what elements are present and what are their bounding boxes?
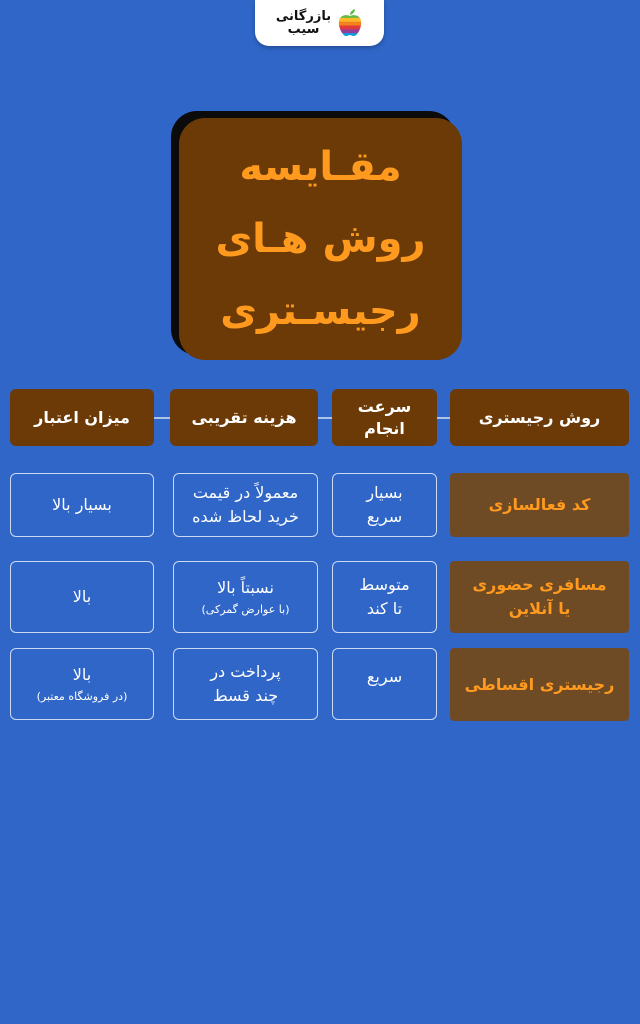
brand-logo <box>255 0 384 46</box>
header-method-label: روش رجیستری <box>478 407 601 427</box>
row-method-activation-code <box>450 473 629 537</box>
row2-reliability-value: بالا <box>72 587 92 606</box>
header-speed-line2: انجام <box>364 418 405 438</box>
header-cost-label: هزینه تقریبی <box>191 407 297 427</box>
row-method-installment <box>450 648 629 721</box>
apple-logo-stripe <box>337 14 363 18</box>
apple-logo-stripe <box>337 33 363 37</box>
row3-cost-line2: چند قسط <box>212 686 279 705</box>
row3-method-label: رجیستری اقساطی <box>464 674 615 694</box>
row2-reliability <box>10 561 154 633</box>
row3-reliability <box>10 648 154 720</box>
row2-cost <box>173 561 318 633</box>
title-box <box>179 118 462 360</box>
header-method <box>450 389 629 446</box>
row1-speed-line2: سریع <box>366 507 403 526</box>
row1-speed-line1: بسیار <box>366 483 403 502</box>
brand-name-line2: سیب <box>287 22 320 37</box>
header-speed-line1: سرعت <box>357 396 412 416</box>
title-line-2: روش هـای <box>215 216 426 262</box>
brand-name-line1: بازرگانی <box>275 9 332 24</box>
row2-cost-value: نسبتاً بالا <box>217 578 274 597</box>
row1-cost-line1: معمولاً در قیمت <box>192 483 299 502</box>
row1-reliability <box>10 473 154 537</box>
row2-cost-note: (با عوارض گمرکی) <box>201 603 290 616</box>
row1-cost <box>173 473 318 537</box>
row1-cost-line2: خرید لحاظ شده <box>192 507 299 526</box>
row3-cost-line1: پرداخت در <box>210 662 281 681</box>
row2-speed-line1: متوسط <box>359 575 410 594</box>
brand-name <box>276 10 331 36</box>
row1-reliability-value: بسیار بالا <box>52 495 112 514</box>
row2-method-line1: مسافری حضوری <box>472 575 607 594</box>
apple-logo-stripe <box>337 22 363 26</box>
row3-speed <box>332 648 437 720</box>
header-reliability-label: میزان اعتبار <box>34 407 130 427</box>
header-cost <box>170 389 318 446</box>
title-line-1: مقـایسه <box>239 144 402 190</box>
row3-reliability-note: (در فروشگاه معتبر) <box>36 690 128 703</box>
apple-logo-stripe <box>337 26 363 30</box>
row-method-label: کد فعالسازی <box>488 495 591 514</box>
row2-method-line2: یا آنلاین <box>508 599 571 618</box>
header-reliability <box>10 389 154 446</box>
apple-logo-icon <box>337 9 363 37</box>
row2-speed-line2: تا کند <box>366 599 403 618</box>
row2-speed <box>332 561 437 633</box>
header-speed <box>332 389 437 446</box>
row-method-traveler <box>450 561 629 633</box>
row1-speed <box>332 473 437 537</box>
row3-cost <box>173 648 318 720</box>
apple-logo-stripe <box>337 29 363 33</box>
title-line-3: رجیسـتری <box>220 288 421 334</box>
row3-speed-value: سریع <box>366 667 403 686</box>
row3-reliability-value: بالا <box>72 665 92 684</box>
apple-logo-stripe <box>337 18 363 22</box>
